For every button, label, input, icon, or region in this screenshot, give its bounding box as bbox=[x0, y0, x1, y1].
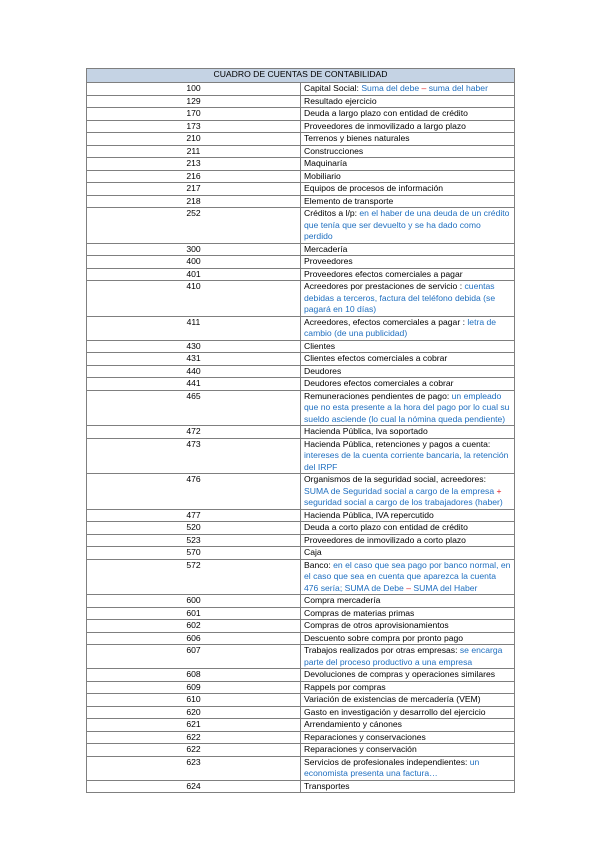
account-name: Deuda a largo plazo con entidad de crédito bbox=[304, 108, 468, 118]
table-row bbox=[87, 95, 515, 108]
table-row bbox=[87, 183, 515, 196]
account-name: Compras de materias primas bbox=[304, 607, 415, 618]
account-description bbox=[301, 120, 515, 133]
operator-sign: – bbox=[421, 83, 427, 93]
account-description bbox=[301, 353, 515, 366]
table-row bbox=[87, 547, 515, 560]
account-code: 441 bbox=[87, 378, 301, 391]
table-row bbox=[87, 669, 515, 682]
table-row bbox=[87, 378, 515, 391]
account-code: 170 bbox=[87, 108, 301, 121]
account-code: 430 bbox=[87, 340, 301, 353]
account-description bbox=[301, 694, 515, 707]
account-code: 570 bbox=[87, 547, 301, 560]
account-name: Organismos de la seguridad social, acreedores: bbox=[304, 474, 486, 484]
account-code: 520 bbox=[87, 522, 301, 535]
account-name: Proveedores de inmovilizado a corto plazo bbox=[304, 534, 466, 545]
account-code: 600 bbox=[87, 595, 301, 608]
operator-sign: + bbox=[496, 485, 502, 496]
table-row bbox=[87, 632, 515, 645]
account-code: 465 bbox=[87, 390, 301, 426]
table-row bbox=[87, 719, 515, 732]
account-name: Maquinaría bbox=[304, 158, 347, 168]
table-row bbox=[87, 744, 515, 757]
account-description bbox=[301, 426, 515, 439]
account-name: Gasto en investigación y desarrollo del ejercicio bbox=[304, 706, 486, 717]
account-code: 400 bbox=[87, 256, 301, 269]
account-code: 523 bbox=[87, 534, 301, 547]
account-name: Hacienda Pública, retenciones y pagos a cuenta: bbox=[304, 438, 491, 449]
account-code: 621 bbox=[87, 719, 301, 732]
account-description bbox=[301, 95, 515, 108]
account-description bbox=[301, 474, 515, 510]
account-code: 620 bbox=[87, 706, 301, 719]
account-code: 216 bbox=[87, 170, 301, 183]
account-name: Devoluciones de compras y operaciones similares bbox=[304, 669, 496, 679]
account-description bbox=[301, 706, 515, 719]
account-code: 173 bbox=[87, 120, 301, 133]
account-name: Elemento de transporte bbox=[304, 195, 394, 206]
account-note: un empleado que no esta presente a la hora del pago por lo cual su sueldo asciende (lo cual la nómina queda pendiente) bbox=[304, 390, 510, 424]
account-code: 623 bbox=[87, 756, 301, 780]
account-description bbox=[301, 256, 515, 269]
table-row bbox=[87, 170, 515, 183]
account-name: Hacienda Pública, IVA repercutido bbox=[304, 509, 434, 520]
table-title: CUADRO DE CUENTAS DE CONTABILIDAD bbox=[87, 69, 515, 83]
account-description bbox=[301, 547, 515, 560]
account-code: 300 bbox=[87, 243, 301, 256]
account-code: 606 bbox=[87, 632, 301, 645]
account-description bbox=[301, 744, 515, 757]
account-code: 572 bbox=[87, 559, 301, 595]
account-description bbox=[301, 681, 515, 694]
table-row bbox=[87, 681, 515, 694]
account-note: en el caso que sea pago por banco normal, en el caso que sea en cuenta que aparezca la cuenta 476 sería; SUMA de Debe bbox=[304, 559, 511, 593]
account-name: Acreedores, efectos comerciales a pagar : bbox=[304, 316, 468, 327]
account-code: 410 bbox=[87, 281, 301, 317]
account-description bbox=[301, 316, 515, 340]
account-name: Compras de otros aprovisionamientos bbox=[304, 620, 449, 630]
table-row bbox=[87, 243, 515, 256]
account-note: seguridad social a cargo de los trabajadores (haber) bbox=[304, 497, 503, 507]
account-code: 476 bbox=[87, 474, 301, 510]
account-description bbox=[301, 390, 515, 426]
account-name: Deudores bbox=[304, 365, 342, 376]
account-description bbox=[301, 133, 515, 146]
account-name: Mobiliario bbox=[304, 170, 341, 181]
account-code: 624 bbox=[87, 780, 301, 793]
account-note: intereses de la cuenta corriente bancaria, la retención del IRPF bbox=[304, 450, 509, 472]
account-name: Reparaciones y conservación bbox=[304, 744, 417, 754]
account-description bbox=[301, 340, 515, 353]
account-name: Arrendamiento y cánones bbox=[304, 719, 402, 729]
account-name: Banco: bbox=[304, 559, 334, 570]
account-note: en el haber de una deuda de un crédito que tenía que ser devuelto y se ha dado como perdido bbox=[304, 208, 510, 241]
account-code: 472 bbox=[87, 426, 301, 439]
account-code: 622 bbox=[87, 731, 301, 744]
table-row bbox=[87, 426, 515, 439]
account-description bbox=[301, 559, 515, 595]
account-code: 210 bbox=[87, 133, 301, 146]
table-row bbox=[87, 438, 515, 474]
table-row bbox=[87, 694, 515, 707]
account-description bbox=[301, 268, 515, 281]
account-name: Proveedores bbox=[304, 256, 353, 266]
account-description bbox=[301, 281, 515, 317]
account-description bbox=[301, 145, 515, 158]
account-description bbox=[301, 645, 515, 669]
table-row bbox=[87, 756, 515, 780]
account-name: Equipos de procesos de información bbox=[304, 183, 444, 193]
account-description bbox=[301, 632, 515, 645]
account-description bbox=[301, 509, 515, 522]
account-code: 129 bbox=[87, 95, 301, 108]
table-row bbox=[87, 607, 515, 620]
account-name: Créditos a l/p: bbox=[304, 208, 360, 218]
account-name: Clientes bbox=[304, 340, 336, 351]
account-description bbox=[301, 756, 515, 780]
table-body bbox=[87, 83, 515, 793]
account-name: Clientes efectos comerciales a cobrar bbox=[304, 353, 448, 363]
account-name: Trabajos realizados por otras empresas: bbox=[304, 645, 460, 655]
account-name: Caja bbox=[304, 547, 322, 557]
account-code: 252 bbox=[87, 208, 301, 244]
account-code: 411 bbox=[87, 316, 301, 340]
account-code: 608 bbox=[87, 669, 301, 682]
account-name: Hacienda Pública, Iva soportado bbox=[304, 426, 428, 436]
table-row bbox=[87, 133, 515, 146]
account-description bbox=[301, 378, 515, 391]
table-row bbox=[87, 522, 515, 535]
table-row bbox=[87, 195, 515, 208]
account-code: 100 bbox=[87, 83, 301, 96]
account-name: Construcciones bbox=[304, 145, 364, 156]
account-description bbox=[301, 534, 515, 547]
account-description bbox=[301, 620, 515, 633]
account-description bbox=[301, 158, 515, 171]
account-code: 610 bbox=[87, 694, 301, 707]
account-code: 601 bbox=[87, 607, 301, 620]
table-row bbox=[87, 706, 515, 719]
account-name: Deuda a corto plazo con entidad de crédito bbox=[304, 522, 468, 532]
account-description bbox=[301, 731, 515, 744]
account-name: Mercadería bbox=[304, 243, 348, 254]
account-name: Resultado ejercicio bbox=[304, 95, 377, 106]
table-row bbox=[87, 208, 515, 244]
account-name: Acreedores por prestaciones de servicio : bbox=[304, 281, 465, 291]
table-row bbox=[87, 316, 515, 340]
account-note: cuentas debidas a terceros, factura del teléfono debida (se pagará en 10 días) bbox=[304, 281, 496, 314]
table-row bbox=[87, 108, 515, 121]
table-row bbox=[87, 256, 515, 269]
account-note: Suma del debe bbox=[361, 83, 422, 93]
account-code: 473 bbox=[87, 438, 301, 474]
account-name: Compra mercadería bbox=[304, 595, 381, 605]
account-code: 213 bbox=[87, 158, 301, 171]
account-note: letra de cambio (de una publicidad) bbox=[304, 316, 497, 338]
account-code: 622 bbox=[87, 744, 301, 757]
account-description bbox=[301, 195, 515, 208]
account-code: 401 bbox=[87, 268, 301, 281]
account-name: Terrenos y bienes naturales bbox=[304, 133, 410, 143]
account-name: Deudores efectos comerciales a cobrar bbox=[304, 378, 454, 388]
table-row bbox=[87, 268, 515, 281]
account-description bbox=[301, 183, 515, 196]
account-description bbox=[301, 243, 515, 256]
account-description bbox=[301, 719, 515, 732]
account-description bbox=[301, 669, 515, 682]
account-description bbox=[301, 170, 515, 183]
account-description bbox=[301, 438, 515, 474]
table-row bbox=[87, 158, 515, 171]
account-note: se encarga parte del proceso productivo a una empresa bbox=[304, 645, 503, 667]
account-name: Capital Social: bbox=[304, 83, 362, 93]
account-code: 477 bbox=[87, 509, 301, 522]
account-note: un economista presenta una factura… bbox=[304, 756, 480, 778]
table-row bbox=[87, 390, 515, 426]
account-code: 218 bbox=[87, 195, 301, 208]
account-name: Descuento sobre compra por pronto pago bbox=[304, 632, 464, 643]
table-row bbox=[87, 145, 515, 158]
account-code: 609 bbox=[87, 681, 301, 694]
table-row bbox=[87, 534, 515, 547]
table-row bbox=[87, 340, 515, 353]
account-name: Reparaciones y conservaciones bbox=[304, 731, 426, 742]
account-code: 217 bbox=[87, 183, 301, 196]
account-description bbox=[301, 83, 515, 96]
account-name: Servicios de profesionales independientes: bbox=[304, 756, 470, 767]
table-row bbox=[87, 595, 515, 608]
table-row bbox=[87, 474, 515, 510]
table-row bbox=[87, 780, 515, 793]
table-header-row bbox=[87, 69, 515, 83]
accounts-table bbox=[86, 68, 515, 793]
account-description bbox=[301, 365, 515, 378]
account-description bbox=[301, 595, 515, 608]
account-description bbox=[301, 607, 515, 620]
account-note: SUMA de Seguridad social a cargo de la empresa bbox=[304, 485, 497, 496]
account-code: 602 bbox=[87, 620, 301, 633]
account-note: suma del haber bbox=[426, 83, 488, 93]
account-name: Variación de existencias de mercadería (VEM) bbox=[304, 694, 481, 704]
account-description bbox=[301, 108, 515, 121]
account-description bbox=[301, 780, 515, 793]
table-row bbox=[87, 645, 515, 669]
table-row bbox=[87, 559, 515, 595]
account-description bbox=[301, 208, 515, 244]
account-name: Rappels por compras bbox=[304, 681, 386, 692]
account-name: Proveedores de inmovilizado a largo plazo bbox=[304, 120, 466, 131]
table-row bbox=[87, 353, 515, 366]
account-code: 607 bbox=[87, 645, 301, 669]
account-name: Transportes bbox=[304, 780, 350, 791]
table-row bbox=[87, 620, 515, 633]
account-code: 211 bbox=[87, 145, 301, 158]
table-row bbox=[87, 281, 515, 317]
table-row bbox=[87, 83, 515, 96]
operator-sign: – bbox=[406, 582, 412, 593]
account-name: Proveedores efectos comerciales a pagar bbox=[304, 268, 463, 279]
account-code: 431 bbox=[87, 353, 301, 366]
table-row bbox=[87, 509, 515, 522]
table-row bbox=[87, 731, 515, 744]
account-note: SUMA del Haber bbox=[411, 582, 478, 593]
account-name: Remuneraciones pendientes de pago: bbox=[304, 390, 452, 401]
account-code: 440 bbox=[87, 365, 301, 378]
table-row bbox=[87, 120, 515, 133]
account-description bbox=[301, 522, 515, 535]
table-row bbox=[87, 365, 515, 378]
